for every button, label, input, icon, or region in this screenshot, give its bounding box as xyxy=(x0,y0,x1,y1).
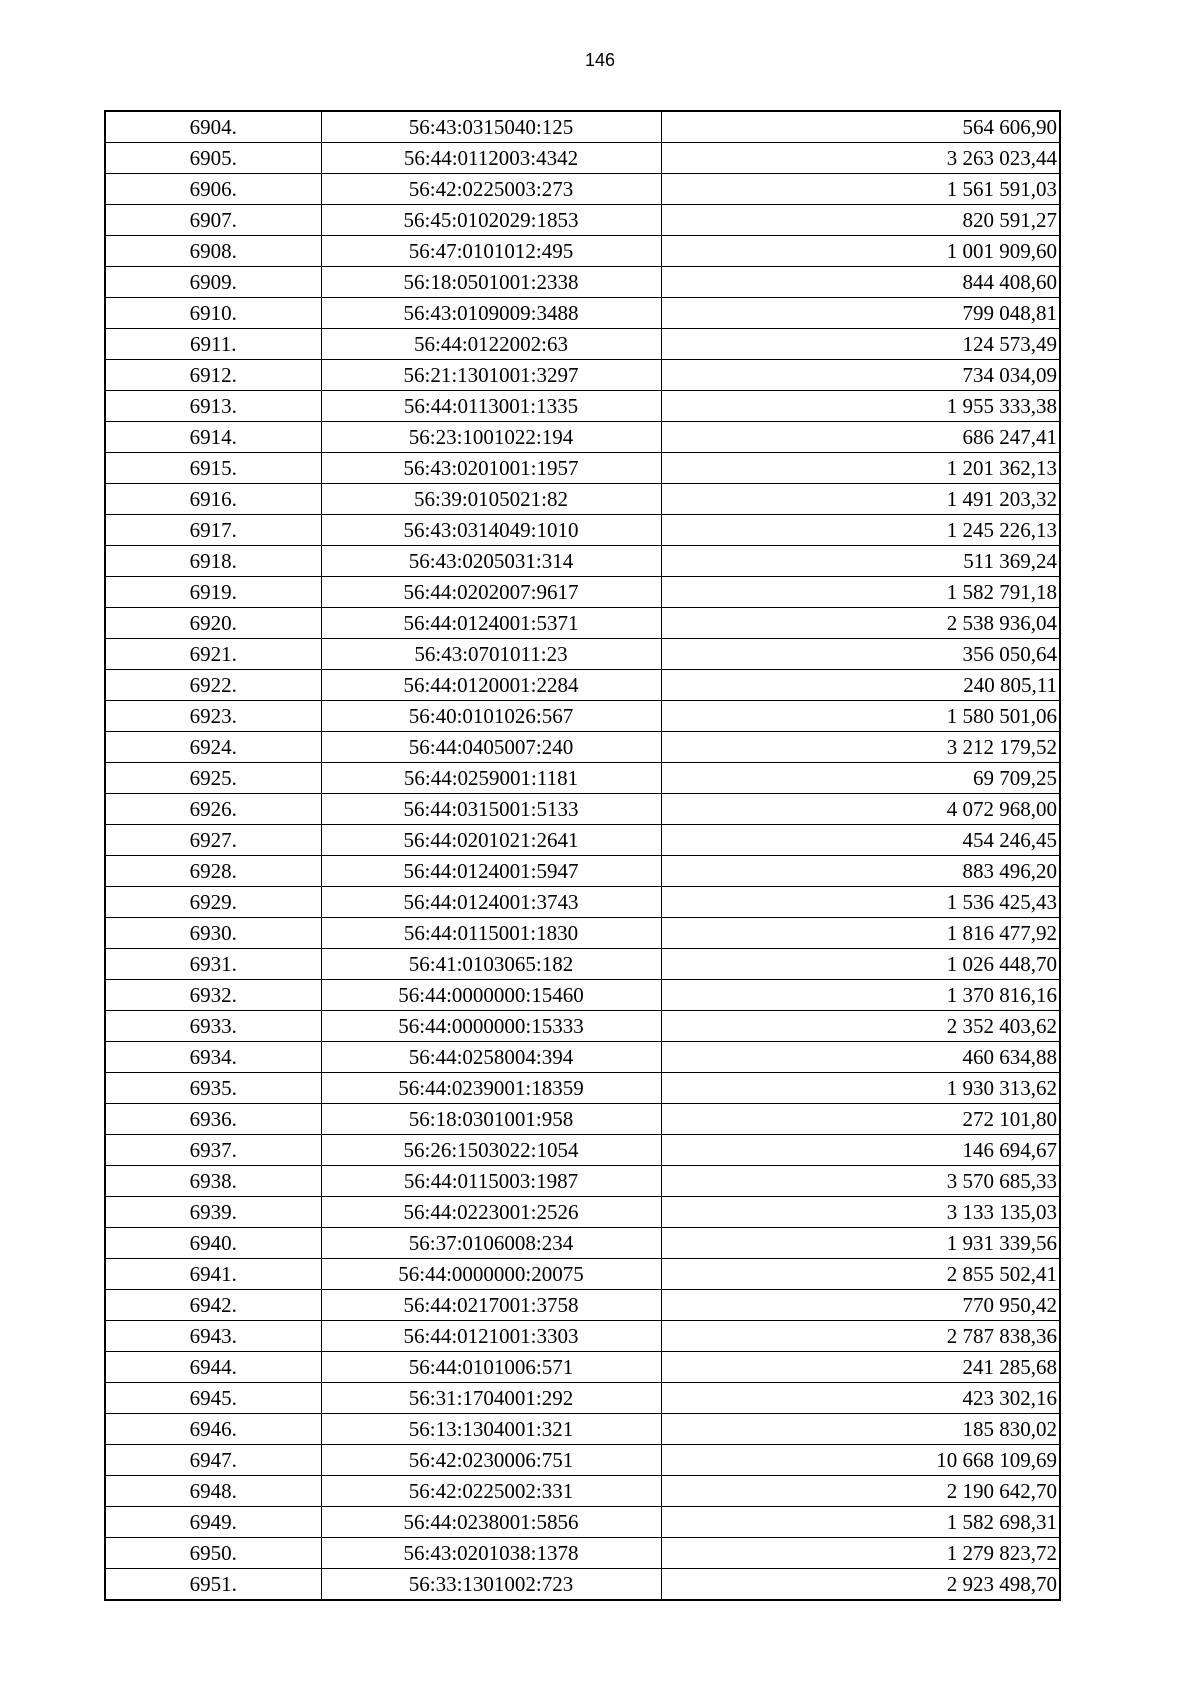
cadastral-value-cell: 460 634,88 xyxy=(661,1042,1060,1073)
cadastral-number-cell: 56:44:0217001:3758 xyxy=(321,1290,661,1321)
table-row xyxy=(105,1538,1060,1569)
row-number-cell: 6935. xyxy=(105,1073,321,1104)
row-number-cell: 6912. xyxy=(105,360,321,391)
cadastral-number-cell: 56:41:0103065:182 xyxy=(321,949,661,980)
cadastral-value-cell: 2 538 936,04 xyxy=(661,608,1060,639)
table-row xyxy=(105,360,1060,391)
cadastral-number-cell: 56:44:0223001:2526 xyxy=(321,1197,661,1228)
table-row xyxy=(105,856,1060,887)
cadastral-number-cell: 56:42:0225003:273 xyxy=(321,174,661,205)
cadastral-value-cell: 1 279 823,72 xyxy=(661,1538,1060,1569)
cadastral-number-cell: 56:44:0115003:1987 xyxy=(321,1166,661,1197)
table-row xyxy=(105,111,1060,143)
cadastral-value-cell: 1 582 698,31 xyxy=(661,1507,1060,1538)
cadastral-value-cell: 356 050,64 xyxy=(661,639,1060,670)
cadastral-number-cell: 56:44:0239001:18359 xyxy=(321,1073,661,1104)
table-row xyxy=(105,1445,1060,1476)
table-row xyxy=(105,1569,1060,1601)
cadastral-value-cell: 2 923 498,70 xyxy=(661,1569,1060,1601)
table-row xyxy=(105,732,1060,763)
cadastral-number-cell: 56:39:0105021:82 xyxy=(321,484,661,515)
cadastral-number-cell: 56:43:0201038:1378 xyxy=(321,1538,661,1569)
table-row xyxy=(105,236,1060,267)
row-number-cell: 6931. xyxy=(105,949,321,980)
cadastral-value-cell: 1 536 425,43 xyxy=(661,887,1060,918)
cadastral-number-cell: 56:31:1704001:292 xyxy=(321,1383,661,1414)
cadastral-value-cell: 124 573,49 xyxy=(661,329,1060,360)
table-body xyxy=(105,111,1060,1600)
cadastral-number-cell: 56:44:0202007:9617 xyxy=(321,577,661,608)
cadastral-value-cell: 2 787 838,36 xyxy=(661,1321,1060,1352)
row-number-cell: 6928. xyxy=(105,856,321,887)
cadastral-number-cell: 56:43:0201001:1957 xyxy=(321,453,661,484)
cadastral-number-cell: 56:37:0106008:234 xyxy=(321,1228,661,1259)
table-row xyxy=(105,887,1060,918)
cadastral-value-cell: 511 369,24 xyxy=(661,546,1060,577)
cadastral-value-cell: 1 955 333,38 xyxy=(661,391,1060,422)
table-row xyxy=(105,1228,1060,1259)
cadastral-value-cell: 272 101,80 xyxy=(661,1104,1060,1135)
cadastral-value-cell: 3 570 685,33 xyxy=(661,1166,1060,1197)
row-number-cell: 6906. xyxy=(105,174,321,205)
cadastral-value-cell: 883 496,20 xyxy=(661,856,1060,887)
cadastral-value-cell: 240 805,11 xyxy=(661,670,1060,701)
cadastral-number-cell: 56:18:0501001:2338 xyxy=(321,267,661,298)
table-row xyxy=(105,515,1060,546)
cadastral-value-cell: 423 302,16 xyxy=(661,1383,1060,1414)
cadastral-value-cell: 1 816 477,92 xyxy=(661,918,1060,949)
row-number-cell: 6921. xyxy=(105,639,321,670)
cadastral-number-cell: 56:44:0101006:571 xyxy=(321,1352,661,1383)
row-number-cell: 6909. xyxy=(105,267,321,298)
cadastral-number-cell: 56:44:0124001:5371 xyxy=(321,608,661,639)
table-row xyxy=(105,1290,1060,1321)
row-number-cell: 6920. xyxy=(105,608,321,639)
row-number-cell: 6915. xyxy=(105,453,321,484)
table-row xyxy=(105,1135,1060,1166)
row-number-cell: 6907. xyxy=(105,205,321,236)
table-row xyxy=(105,267,1060,298)
cadastral-value-cell: 844 408,60 xyxy=(661,267,1060,298)
row-number-cell: 6925. xyxy=(105,763,321,794)
row-number-cell: 6930. xyxy=(105,918,321,949)
row-number-cell: 6916. xyxy=(105,484,321,515)
cadastral-number-cell: 56:42:0225002:331 xyxy=(321,1476,661,1507)
cadastral-value-cell: 3 212 179,52 xyxy=(661,732,1060,763)
cadastral-number-cell: 56:43:0109009:3488 xyxy=(321,298,661,329)
cadastral-number-cell: 56:23:1001022:194 xyxy=(321,422,661,453)
row-number-cell: 6949. xyxy=(105,1507,321,1538)
cadastral-number-cell: 56:44:0124001:3743 xyxy=(321,887,661,918)
table-row xyxy=(105,1197,1060,1228)
row-number-cell: 6944. xyxy=(105,1352,321,1383)
row-number-cell: 6924. xyxy=(105,732,321,763)
table-row xyxy=(105,918,1060,949)
row-number-cell: 6905. xyxy=(105,143,321,174)
row-number-cell: 6927. xyxy=(105,825,321,856)
table-row xyxy=(105,422,1060,453)
cadastral-value-cell: 1 001 909,60 xyxy=(661,236,1060,267)
cadastral-number-cell: 56:44:0238001:5856 xyxy=(321,1507,661,1538)
cadastral-value-cell: 69 709,25 xyxy=(661,763,1060,794)
row-number-cell: 6917. xyxy=(105,515,321,546)
cadastral-value-cell: 1 370 816,16 xyxy=(661,980,1060,1011)
cadastral-number-cell: 56:40:0101026:567 xyxy=(321,701,661,732)
table-row xyxy=(105,1476,1060,1507)
cadastral-number-cell: 56:44:0000000:15333 xyxy=(321,1011,661,1042)
row-number-cell: 6950. xyxy=(105,1538,321,1569)
cadastral-value-cell: 820 591,27 xyxy=(661,205,1060,236)
row-number-cell: 6936. xyxy=(105,1104,321,1135)
row-number-cell: 6910. xyxy=(105,298,321,329)
row-number-cell: 6908. xyxy=(105,236,321,267)
cadastral-value-cell: 146 694,67 xyxy=(661,1135,1060,1166)
cadastral-number-cell: 56:44:0258004:394 xyxy=(321,1042,661,1073)
cadastral-value-cell: 3 263 023,44 xyxy=(661,143,1060,174)
cadastral-number-cell: 56:43:0205031:314 xyxy=(321,546,661,577)
cadastral-value-cell: 1 582 791,18 xyxy=(661,577,1060,608)
cadastral-value-cell: 1 026 448,70 xyxy=(661,949,1060,980)
cadastral-value-cell: 1 245 226,13 xyxy=(661,515,1060,546)
cadastral-number-cell: 56:44:0315001:5133 xyxy=(321,794,661,825)
cadastral-number-cell: 56:26:1503022:1054 xyxy=(321,1135,661,1166)
row-number-cell: 6937. xyxy=(105,1135,321,1166)
row-number-cell: 6948. xyxy=(105,1476,321,1507)
table-row xyxy=(105,670,1060,701)
table-row xyxy=(105,143,1060,174)
cadastral-number-cell: 56:44:0201021:2641 xyxy=(321,825,661,856)
table-row xyxy=(105,1383,1060,1414)
row-number-cell: 6922. xyxy=(105,670,321,701)
cadastral-value-cell: 2 855 502,41 xyxy=(661,1259,1060,1290)
table-row xyxy=(105,763,1060,794)
cadastral-number-cell: 56:44:0259001:1181 xyxy=(321,763,661,794)
row-number-cell: 6913. xyxy=(105,391,321,422)
row-number-cell: 6933. xyxy=(105,1011,321,1042)
cadastral-value-cell: 4 072 968,00 xyxy=(661,794,1060,825)
table-row xyxy=(105,980,1060,1011)
cadastral-value-cell: 734 034,09 xyxy=(661,360,1060,391)
cadastral-value-cell: 770 950,42 xyxy=(661,1290,1060,1321)
row-number-cell: 6941. xyxy=(105,1259,321,1290)
row-number-cell: 6914. xyxy=(105,422,321,453)
row-number-cell: 6947. xyxy=(105,1445,321,1476)
cadastral-value-cell: 1 201 362,13 xyxy=(661,453,1060,484)
row-number-cell: 6929. xyxy=(105,887,321,918)
cadastral-value-cell: 1 580 501,06 xyxy=(661,701,1060,732)
row-number-cell: 6942. xyxy=(105,1290,321,1321)
table-row xyxy=(105,608,1060,639)
cadastral-number-cell: 56:44:0115001:1830 xyxy=(321,918,661,949)
cadastral-number-cell: 56:45:0102029:1853 xyxy=(321,205,661,236)
table-row xyxy=(105,1011,1060,1042)
table-row xyxy=(105,546,1060,577)
cadastral-value-cell: 1 561 591,03 xyxy=(661,174,1060,205)
cadastral-value-cell: 1 930 313,62 xyxy=(661,1073,1060,1104)
cadastral-number-cell: 56:47:0101012:495 xyxy=(321,236,661,267)
cadastral-number-cell: 56:33:1301002:723 xyxy=(321,1569,661,1601)
table-row xyxy=(105,1104,1060,1135)
cadastral-number-cell: 56:42:0230006:751 xyxy=(321,1445,661,1476)
cadastral-value-cell: 2 190 642,70 xyxy=(661,1476,1060,1507)
table-row xyxy=(105,825,1060,856)
row-number-cell: 6923. xyxy=(105,701,321,732)
cadastral-number-cell: 56:43:0315040:125 xyxy=(321,111,661,143)
cadastral-value-cell: 185 830,02 xyxy=(661,1414,1060,1445)
row-number-cell: 6946. xyxy=(105,1414,321,1445)
table-row xyxy=(105,949,1060,980)
row-number-cell: 6919. xyxy=(105,577,321,608)
table-row xyxy=(105,391,1060,422)
cadastral-number-cell: 56:44:0120001:2284 xyxy=(321,670,661,701)
table-row xyxy=(105,701,1060,732)
table-row xyxy=(105,484,1060,515)
table-row xyxy=(105,174,1060,205)
cadastral-number-cell: 56:44:0112003:4342 xyxy=(321,143,661,174)
cadastral-value-cell: 686 247,41 xyxy=(661,422,1060,453)
row-number-cell: 6918. xyxy=(105,546,321,577)
cadastral-number-cell: 56:44:0000000:20075 xyxy=(321,1259,661,1290)
row-number-cell: 6940. xyxy=(105,1228,321,1259)
cadastral-number-cell: 56:44:0121001:3303 xyxy=(321,1321,661,1352)
row-number-cell: 6951. xyxy=(105,1569,321,1601)
cadastral-value-cell: 241 285,68 xyxy=(661,1352,1060,1383)
table-row xyxy=(105,1166,1060,1197)
table-row xyxy=(105,1352,1060,1383)
table-row xyxy=(105,1073,1060,1104)
row-number-cell: 6945. xyxy=(105,1383,321,1414)
row-number-cell: 6939. xyxy=(105,1197,321,1228)
cadastral-number-cell: 56:18:0301001:958 xyxy=(321,1104,661,1135)
cadastral-number-cell: 56:44:0113001:1335 xyxy=(321,391,661,422)
table-row xyxy=(105,1321,1060,1352)
cadastral-number-cell: 56:43:0314049:1010 xyxy=(321,515,661,546)
cadastral-value-cell: 564 606,90 xyxy=(661,111,1060,143)
cadastral-number-cell: 56:44:0405007:240 xyxy=(321,732,661,763)
row-number-cell: 6934. xyxy=(105,1042,321,1073)
cadastral-value-table xyxy=(104,110,1061,1601)
cadastral-number-cell: 56:44:0122002:63 xyxy=(321,329,661,360)
table-row xyxy=(105,639,1060,670)
cadastral-number-cell: 56:44:0124001:5947 xyxy=(321,856,661,887)
table-row xyxy=(105,1042,1060,1073)
row-number-cell: 6938. xyxy=(105,1166,321,1197)
table-row xyxy=(105,205,1060,236)
cadastral-value-cell: 2 352 403,62 xyxy=(661,1011,1060,1042)
cadastral-number-cell: 56:43:0701011:23 xyxy=(321,639,661,670)
cadastral-value-cell: 1 491 203,32 xyxy=(661,484,1060,515)
table-row xyxy=(105,794,1060,825)
cadastral-value-cell: 3 133 135,03 xyxy=(661,1197,1060,1228)
cadastral-number-cell: 56:44:0000000:15460 xyxy=(321,980,661,1011)
table-row xyxy=(105,577,1060,608)
row-number-cell: 6911. xyxy=(105,329,321,360)
table-row xyxy=(105,1414,1060,1445)
table-row xyxy=(105,329,1060,360)
cadastral-value-cell: 10 668 109,69 xyxy=(661,1445,1060,1476)
row-number-cell: 6904. xyxy=(105,111,321,143)
cadastral-number-cell: 56:21:1301001:3297 xyxy=(321,360,661,391)
cadastral-value-cell: 1 931 339,56 xyxy=(661,1228,1060,1259)
table-row xyxy=(105,298,1060,329)
row-number-cell: 6932. xyxy=(105,980,321,1011)
row-number-cell: 6926. xyxy=(105,794,321,825)
row-number-cell: 6943. xyxy=(105,1321,321,1352)
cadastral-value-cell: 799 048,81 xyxy=(661,298,1060,329)
table-row xyxy=(105,1259,1060,1290)
page-number: 146 xyxy=(584,50,616,70)
cadastral-number-cell: 56:13:1304001:321 xyxy=(321,1414,661,1445)
cadastral-value-cell: 454 246,45 xyxy=(661,825,1060,856)
table-row xyxy=(105,453,1060,484)
table-row xyxy=(105,1507,1060,1538)
